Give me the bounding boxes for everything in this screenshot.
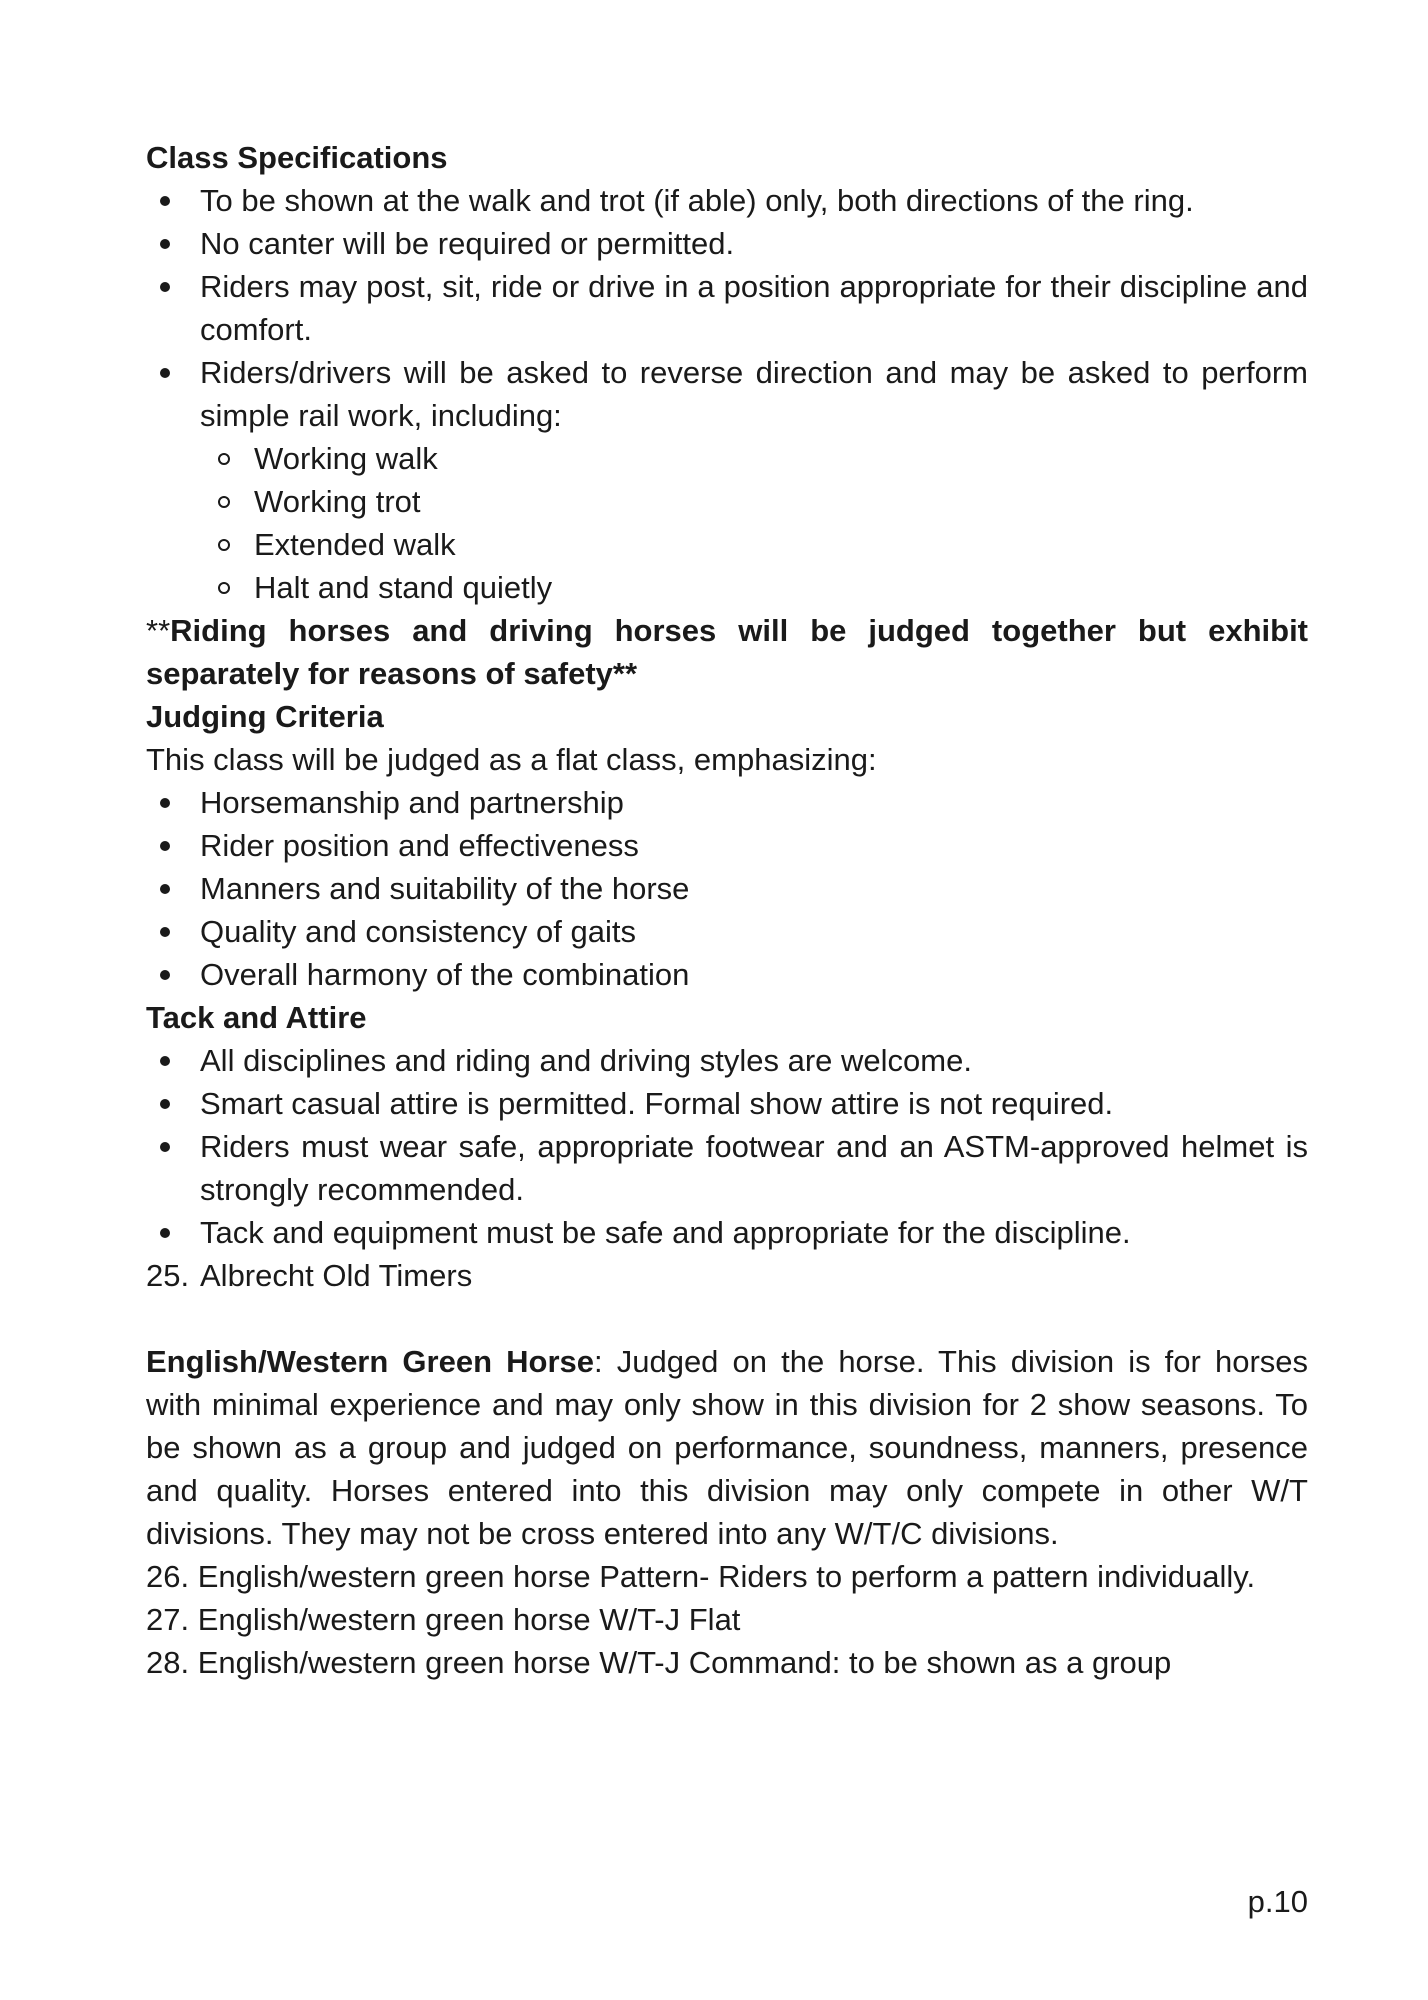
class-item-28: 28. English/western green horse W/T-J Command: to be shown as a group bbox=[146, 1645, 1172, 1680]
list-item: Quality and consistency of gaits bbox=[146, 910, 1308, 953]
sublist-item: Halt and stand quietly bbox=[200, 566, 1308, 609]
blank-line bbox=[146, 1297, 1308, 1340]
safety-note-text: Riding horses and driving horses will be judged together but exhibit separately for reasons of safety** bbox=[146, 613, 1308, 691]
list-item: Horsemanship and partnership bbox=[146, 781, 1308, 824]
green-horse-text: : Judged on the horse. This division is for horses with minimal experience and may only show in this division for 2 show seasons. To be shown as a group and judged on performance, soundness, manners, presence and quality. Horses entered into this division may only compete in other W/T divisions. They may not be cross entered into any W/T/C divisions. bbox=[146, 1344, 1309, 1551]
safety-note-prefix: ** bbox=[146, 613, 171, 648]
class-item-26: 26. English/western green horse Pattern- Riders to perform a pattern individually. bbox=[146, 1559, 1256, 1594]
list-item: All disciplines and riding and driving styles are welcome. bbox=[146, 1039, 1308, 1082]
judging-criteria-heading: Judging Criteria bbox=[146, 699, 384, 734]
page-content bbox=[146, 136, 1308, 1684]
list-item: Riders may post, sit, ride or drive in a position appropriate for their discipline and comfort. bbox=[146, 265, 1308, 351]
green-horse-title: English/Western Green Horse bbox=[146, 1344, 594, 1379]
list-item: Manners and suitability of the horse bbox=[146, 867, 1308, 910]
class-specifications-heading: Class Specifications bbox=[146, 140, 448, 175]
tack-attire-heading: Tack and Attire bbox=[146, 1000, 367, 1035]
class-number: 25. bbox=[146, 1258, 190, 1293]
rail-work-sublist bbox=[200, 437, 1308, 609]
green-horse-description bbox=[146, 1340, 1308, 1555]
class-name: Albrecht Old Timers bbox=[200, 1258, 473, 1293]
list-item: Riders must wear safe, appropriate footwear and an ASTM-approved helmet is strongly recommended. bbox=[146, 1125, 1308, 1211]
sublist-item: Working walk bbox=[200, 437, 1308, 480]
sublist-item: Extended walk bbox=[200, 523, 1308, 566]
list-item bbox=[146, 351, 1308, 609]
class-specifications-list bbox=[146, 179, 1308, 609]
list-item: Tack and equipment must be safe and appropriate for the discipline. bbox=[146, 1211, 1308, 1254]
list-item: No canter will be required or permitted. bbox=[146, 222, 1308, 265]
page-number: p.10 bbox=[1247, 1884, 1308, 1919]
safety-note bbox=[146, 609, 1308, 695]
list-item: Smart casual attire is permitted. Formal show attire is not required. bbox=[146, 1082, 1308, 1125]
list-item-text: Riders/drivers will be asked to reverse direction and may be asked to perform simple rail work, including: bbox=[200, 355, 1308, 433]
list-item: To be shown at the walk and trot (if able) only, both directions of the ring. bbox=[146, 179, 1308, 222]
tack-attire-list bbox=[146, 1039, 1308, 1254]
judging-intro: This class will be judged as a flat class, emphasizing: bbox=[146, 742, 877, 777]
sublist-item: Working trot bbox=[200, 480, 1308, 523]
class-item-27: 27. English/western green horse W/T-J Flat bbox=[146, 1602, 741, 1637]
list-item: Overall harmony of the combination bbox=[146, 953, 1308, 996]
list-item: Rider position and effectiveness bbox=[146, 824, 1308, 867]
judging-criteria-list bbox=[146, 781, 1308, 996]
class-item-25 bbox=[146, 1254, 1308, 1297]
